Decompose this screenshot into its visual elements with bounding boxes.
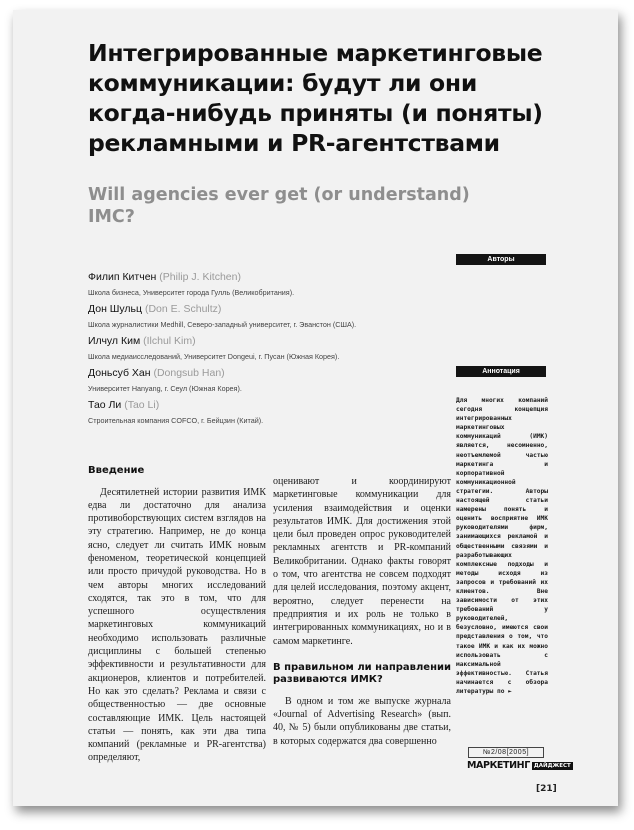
- brand-name: МАРКЕТИНГ: [467, 760, 530, 771]
- author-name-en: (Don E. Schultz): [144, 303, 222, 315]
- author-item: [88, 271, 448, 297]
- author-name: Филип Китчен: [88, 271, 157, 283]
- author-name: Илчул Ким: [88, 335, 141, 347]
- author-item: [88, 335, 448, 361]
- author-affiliation: Школа бизнеса, Университет города Гулль (Великобритания).: [88, 288, 295, 297]
- magazine-page: [13, 10, 618, 806]
- column-2-paragraph: оценивают и координируют маркетинговые коммуникации для усиления взаимодействия и оценки результатов ИМК. Для достижения этой цели был проведен опрос руководителей рекламных агентств и PR-компаний Великобритании. Однако факты говорят о том, что агентства не совсем подходят для целей исследования, поэтому акцент, вероятно, следует перенести на предприятия и их роль не только в интегрированных коммуникациях, но и в самом маркетинге.: [273, 476, 451, 647]
- author-name-en: (Philip J. Kitchen): [159, 271, 241, 283]
- author-affiliation: Строительная компания COFCO, г. Бейцзин (Китай).: [88, 416, 264, 425]
- page-number: [21]: [536, 784, 557, 794]
- abstract-label: Аннотация: [456, 366, 546, 377]
- brand-badge: ДАЙДЖЕСТ: [533, 762, 571, 769]
- article-title-ru: Интегрированные маркетинговые коммуникации: будут ли они когда-нибудь приняты (и поняты) рекламными и PR-агентствами: [88, 39, 543, 157]
- intro-paragraph: Десятилетней истории развития ИМК едва ли достаточно для анализа противоборствующих систем взглядов на эту стратегию. Например, не до конца ясно, следует ли считать ИМК новым феноменом, теоретической концепцией или просто причудой руководства. Но в чем авторы многих исследований сходятся, так это в том, что для успешного осуществления маркетинговых коммуникаций необходимо использовать различные дисциплины с большей степенью эффективности и результативности для акционеров, клиентов и потребителей. Но как это сделать? Реклама и связи с общественностью — две основные составляющие ИМК. Цель настоящей статьи — понять, как эти два типа компаний (рекламные и PR-агентства) определяют,: [88, 486, 266, 764]
- author-item: [88, 303, 448, 329]
- author-name: Дон Шульц: [88, 303, 143, 315]
- author-item: [88, 367, 448, 393]
- article-title-en: Will agencies ever get (or understand) IMC?: [88, 185, 470, 227]
- author-name-en: (Tao Li): [124, 399, 160, 411]
- section-2-paragraph: В одном и том же выпуске журнала «Journal of Advertising Research» (вып. 40, № 5) были опубликованы две статьи, в которых содержатся два совершенно: [273, 695, 451, 747]
- author-item: [88, 399, 448, 425]
- author-name-en: (Dongsub Han): [153, 367, 225, 379]
- author-name: Доньсуб Хан: [88, 367, 151, 379]
- magazine-logo: [467, 760, 573, 771]
- abstract-text: Для многих компаний сегодня концепция интегрированных маркетинговых коммуникаций (ИМК) является, несомненно, неотъемлемой частью маркетинга и корпоративной коммуникационной стратегии. Авторы настоящей статьи намерены понять и оценить восприятие ИМК руководителями фирм, занимающихся рекламой и общественными связями и разработывающих комплексные подходы и методы исходя из запросов и требований их клиентов. Вне зависимости от этих требований у руководителей, безусловно, имеются свои представления о том, что такое ИМК и как их можно использовать с максимальной эффективностью. Статья начинается с обзора литературы по ►: [456, 397, 548, 695]
- body-column-1: [88, 465, 266, 765]
- section-2-heading: В правильном ли направлении развиваются ИМК?: [273, 661, 451, 686]
- author-name-en: (Ilchul Kim): [143, 335, 196, 347]
- issue-number: №2/08[2005]: [468, 747, 544, 758]
- author-name: Тао Ли: [88, 399, 122, 411]
- intro-heading: Введение: [88, 465, 145, 476]
- body-column-2: [273, 475, 451, 748]
- author-list: [88, 265, 448, 425]
- author-affiliation: Университет Hanyang, г. Сеул (Южная Корея).: [88, 384, 242, 393]
- author-affiliation: Школа медиаисследований, Университет Dongeui, г. Пусан (Южная Корея).: [88, 352, 340, 361]
- authors-label: Авторы: [456, 254, 546, 265]
- author-affiliation: Школа журналистики Medhill, Северо-западный университет, г. Эванстон (США).: [88, 320, 357, 329]
